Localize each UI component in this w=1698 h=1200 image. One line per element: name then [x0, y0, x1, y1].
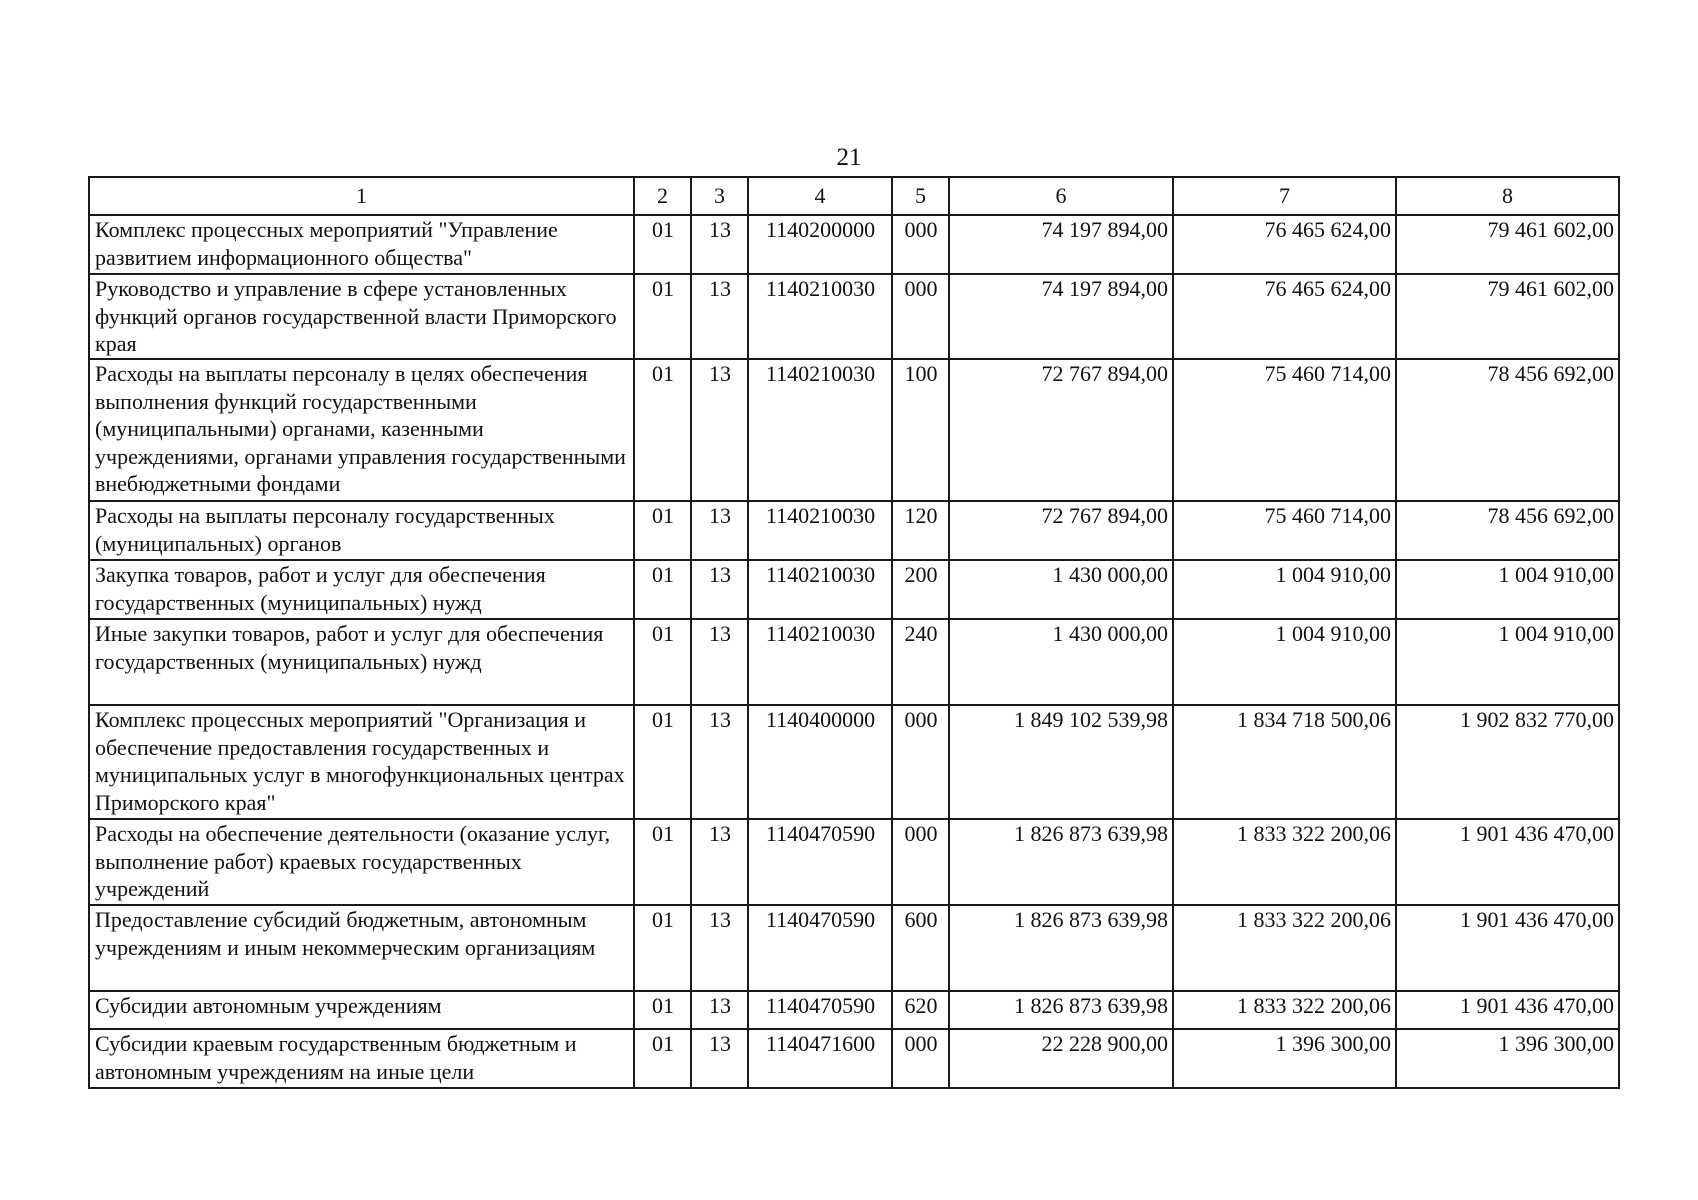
amount-col-8: 78 456 692,00: [1396, 359, 1619, 501]
amount-col-8: 1 902 832 770,00: [1396, 705, 1619, 819]
expense-type-code: 000: [892, 215, 949, 274]
column-header: 1: [89, 177, 634, 215]
target-article-code: 1140210030: [748, 359, 892, 501]
expense-type-code: 000: [892, 705, 949, 819]
table-row: [89, 619, 1619, 705]
expense-type-code: 000: [892, 1029, 949, 1088]
expense-type-code: 120: [892, 501, 949, 560]
amount-col-7: 1 004 910,00: [1173, 619, 1396, 705]
expense-type-code: 100: [892, 359, 949, 501]
expense-type-code: 000: [892, 819, 949, 905]
amount-col-7: 1 833 322 200,06: [1173, 819, 1396, 905]
amount-col-6: 1 826 873 639,98: [949, 991, 1173, 1029]
subsection-code: 13: [691, 215, 748, 274]
amount-col-6: 1 826 873 639,98: [949, 819, 1173, 905]
amount-col-6: 72 767 894,00: [949, 501, 1173, 560]
expense-type-code: 200: [892, 560, 949, 619]
amount-col-7: 1 833 322 200,06: [1173, 991, 1396, 1029]
column-header: 6: [949, 177, 1173, 215]
amount-col-7: 1 004 910,00: [1173, 560, 1396, 619]
target-article-code: 1140471600: [748, 1029, 892, 1088]
column-header: 8: [1396, 177, 1619, 215]
amount-col-6: 72 767 894,00: [949, 359, 1173, 501]
table-row: [89, 1029, 1619, 1088]
amount-col-6: 74 197 894,00: [949, 274, 1173, 359]
amount-col-8: 79 461 602,00: [1396, 274, 1619, 359]
amount-col-8: 1 396 300,00: [1396, 1029, 1619, 1088]
amount-col-8: 1 004 910,00: [1396, 619, 1619, 705]
amount-col-8: 78 456 692,00: [1396, 501, 1619, 560]
expense-name: Руководство и управление в сфере установленных функций органов государственной власти Приморского края: [89, 274, 634, 359]
amount-col-6: 1 826 873 639,98: [949, 905, 1173, 991]
section-code: 01: [634, 619, 691, 705]
amount-col-8: 1 004 910,00: [1396, 560, 1619, 619]
table-row: [89, 359, 1619, 501]
section-code: 01: [634, 1029, 691, 1088]
expense-name: Расходы на обеспечение деятельности (оказание услуг, выполнение работ) краевых государственных учреждений: [89, 819, 634, 905]
section-code: 01: [634, 905, 691, 991]
amount-col-7: 75 460 714,00: [1173, 359, 1396, 501]
amount-col-8: 1 901 436 470,00: [1396, 905, 1619, 991]
page-number: 21: [836, 144, 862, 171]
expense-name: Расходы на выплаты персоналу государственных (муниципальных) органов: [89, 501, 634, 560]
table-row: [89, 501, 1619, 560]
target-article-code: 1140470590: [748, 905, 892, 991]
amount-col-7: 1 396 300,00: [1173, 1029, 1396, 1088]
table-row: [89, 215, 1619, 274]
budget-table: [88, 176, 1620, 1089]
expense-name: Расходы на выплаты персоналу в целях обеспечения выполнения функций государственными (муниципальными) органами, казенными учреждениями, органами управления государственными внебюджетными фондами: [89, 359, 634, 501]
amount-col-7: 75 460 714,00: [1173, 501, 1396, 560]
column-header: 5: [892, 177, 949, 215]
amount-col-7: 76 465 624,00: [1173, 215, 1396, 274]
expense-name: Субсидии автономным учреждениям: [89, 991, 634, 1029]
expense-name: Предоставление субсидий бюджетным, автономным учреждениям и иным некоммерческим организациям: [89, 905, 634, 991]
subsection-code: 13: [691, 819, 748, 905]
section-code: 01: [634, 215, 691, 274]
section-code: 01: [634, 501, 691, 560]
amount-col-6: 1 430 000,00: [949, 619, 1173, 705]
column-header: 7: [1173, 177, 1396, 215]
section-code: 01: [634, 560, 691, 619]
section-code: 01: [634, 359, 691, 501]
amount-col-6: 1 849 102 539,98: [949, 705, 1173, 819]
expense-name: Субсидии краевым государственным бюджетным и автономным учреждениям на иные цели: [89, 1029, 634, 1088]
subsection-code: 13: [691, 274, 748, 359]
table-row: [89, 560, 1619, 619]
subsection-code: 13: [691, 560, 748, 619]
target-article-code: 1140210030: [748, 560, 892, 619]
subsection-code: 13: [691, 905, 748, 991]
subsection-code: 13: [691, 1029, 748, 1088]
expense-name: Иные закупки товаров, работ и услуг для обеспечения государственных (муниципальных) нужд: [89, 619, 634, 705]
amount-col-8: 1 901 436 470,00: [1396, 991, 1619, 1029]
amount-col-7: 1 834 718 500,06: [1173, 705, 1396, 819]
target-article-code: 1140200000: [748, 215, 892, 274]
expense-name: Комплекс процессных мероприятий "Управление развитием информационного общества": [89, 215, 634, 274]
amount-col-8: 1 901 436 470,00: [1396, 819, 1619, 905]
target-article-code: 1140210030: [748, 274, 892, 359]
column-header: 4: [748, 177, 892, 215]
subsection-code: 13: [691, 705, 748, 819]
table-row: [89, 274, 1619, 359]
subsection-code: 13: [691, 501, 748, 560]
expense-type-code: 600: [892, 905, 949, 991]
subsection-code: 13: [691, 359, 748, 501]
header-row: [89, 177, 1619, 215]
amount-col-6: 74 197 894,00: [949, 215, 1173, 274]
expense-name: Комплекс процессных мероприятий "Организация и обеспечение предоставления государственных и муниципальных услуг в многофункциональных центрах Приморского края": [89, 705, 634, 819]
table-row: [89, 905, 1619, 991]
amount-col-6: 22 228 900,00: [949, 1029, 1173, 1088]
target-article-code: 1140210030: [748, 619, 892, 705]
column-header: 2: [634, 177, 691, 215]
expense-name: Закупка товаров, работ и услуг для обеспечения государственных (муниципальных) нужд: [89, 560, 634, 619]
column-header: 3: [691, 177, 748, 215]
subsection-code: 13: [691, 619, 748, 705]
section-code: 01: [634, 274, 691, 359]
target-article-code: 1140210030: [748, 501, 892, 560]
table-row: [89, 705, 1619, 819]
target-article-code: 1140470590: [748, 819, 892, 905]
amount-col-7: 76 465 624,00: [1173, 274, 1396, 359]
expense-type-code: 240: [892, 619, 949, 705]
table-row: [89, 819, 1619, 905]
expense-type-code: 000: [892, 274, 949, 359]
expense-type-code: 620: [892, 991, 949, 1029]
amount-col-7: 1 833 322 200,06: [1173, 905, 1396, 991]
target-article-code: 1140400000: [748, 705, 892, 819]
table-row: [89, 991, 1619, 1029]
amount-col-6: 1 430 000,00: [949, 560, 1173, 619]
section-code: 01: [634, 991, 691, 1029]
amount-col-8: 79 461 602,00: [1396, 215, 1619, 274]
section-code: 01: [634, 819, 691, 905]
target-article-code: 1140470590: [748, 991, 892, 1029]
subsection-code: 13: [691, 991, 748, 1029]
section-code: 01: [634, 705, 691, 819]
